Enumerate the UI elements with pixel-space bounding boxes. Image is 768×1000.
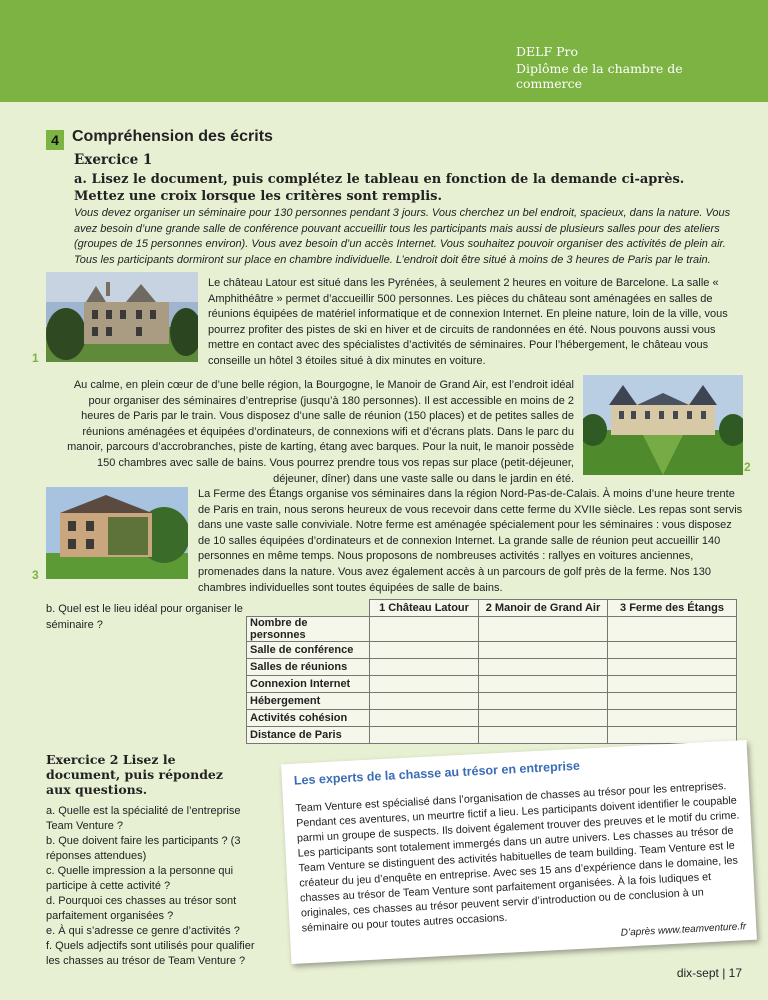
table-cell[interactable] [479, 659, 608, 676]
table-cell[interactable] [608, 659, 737, 676]
question-b: b. Quel est le lieu idéal pour organiser le séminaire ? [46, 603, 243, 631]
table-header-row [247, 600, 737, 617]
table-col-header: 1 Château Latour [370, 600, 479, 617]
exercise2-title: Exercice 2 Lisez le document, puis répondez aux questions. [46, 752, 223, 797]
text-number-1: 1 [32, 351, 39, 365]
exercise2-questions [46, 804, 266, 969]
table-row-label: Hébergement [247, 693, 370, 710]
table-cell[interactable] [479, 693, 608, 710]
exercise1-instruction: a. Lisez le document, puis complétez le tableau en fonction de la demande ci-après. Mettez une croix lorsque les critères sont remplis. [74, 172, 685, 204]
section-title: Compréhension des écrits [72, 128, 273, 145]
table-row [247, 693, 737, 710]
text-manoir-grand-air: Au calme, en plein cœur de d’une belle région, la Bourgogne, le Manoir de Grand Air, est l’endroit idéal pour organiser des séminaires d’entreprise (jusqu’à 180 personnes). Il est accessible en moins de 2 heures de Paris par le train. Vous disposez d’une salle de réunion (150 places) et de petites salles de réunions aménagées et équipées d’ordinateurs, de connexions wifi et d’écrans plats. Dans le parc du manoir, parcours d’accrobranches, piste de karting, étang avec barques. Pour la nuit, le manoir possède 150 chambres avec salle de bains. Vous pourrez prendre tous vos repas sur place (petit-déjeuner, déjeuner, dîner) dans une vaste salle ou dans le jardin en été. [67, 379, 574, 485]
table-row [247, 659, 737, 676]
exercise1-title: Exercice 1 [74, 152, 153, 168]
photo-chateau-latour [46, 272, 198, 362]
text-ferme-des-etangs: La Ferme des Étangs organise vos séminaires dans la région Nord-Pas-de-Calais. À moins d’une heure trente de Paris en train, nous serons heureux de vous recevoir dans cette ferme du XVIIe siècle. Les repas sont servis dans une vaste salle conviviale. Notre ferme est aménagée spécialement pour les séminaires : vous disposez de 10 salles équipées d’ordinateurs et de connexion Internet. La grande salle de réunion peut accueillir 140 personnes en même temps. Nous proposons de nombreuses activités : rallyes en voitures anciennes, promenades dans la nature. Vous avez également accès à un parcours de golf près de la ferme. Nos 130 chambres individuelles sont toutes équipées de salle de bains. [198, 488, 743, 594]
table-row [247, 676, 737, 693]
article-card [281, 740, 757, 964]
section-number: 4 [46, 130, 64, 150]
table-cell[interactable] [608, 710, 737, 727]
table-cell[interactable] [370, 617, 479, 642]
table-row [247, 710, 737, 727]
page-footer: dix-sept | 17 [676, 966, 742, 980]
table-cell[interactable] [479, 642, 608, 659]
header-exam-name: DELF Pro [516, 44, 579, 59]
table-col-header: 3 Ferme des Étangs [608, 600, 737, 617]
text-number-2: 2 [744, 460, 751, 474]
table-cell[interactable] [479, 617, 608, 642]
table-row-label: Connexion Internet [247, 676, 370, 693]
table-row-label: Salle de conférence [247, 642, 370, 659]
table-corner [247, 600, 370, 617]
table-cell[interactable] [370, 659, 479, 676]
table-col-header: 2 Manoir de Grand Air [479, 600, 608, 617]
question-a: a. Quelle est la spécialité de l’entreprise Team Venture ? [46, 805, 241, 832]
photo-manoir-grand-air [583, 375, 743, 475]
article-body: Team Venture est spécialisé dans l’organisation de chasses au trésor pour les entreprises. Pendant ces aventures, un meurtre fictif a lieu. Les participants doivent identifier le coupable parmi un groupe de suspects. Ils doivent également trouver des preuves et le motif du crime. Les participants sont totalement immergés dans un autre univers. Les chasses au trésor de Team Venture se distinguent des activités habituelles de team building. Team Venture est le créateur du jeu d’enquête en entreprise. Avec ses 15 ans d’expérience dans le domaine, les chasses au trésor de Team Venture sont parfaitement organisées. À la fois ludiques et originales, ces chasses au trésor peuvent servir d’introduction ou de conclusion à un séminaire ou pour toutes autres occasions. [295, 780, 740, 935]
table-row [247, 617, 737, 642]
question-d: d. Pourquoi ces chasses au trésor sont parfaitement organisées ? [46, 895, 237, 922]
table-cell[interactable] [370, 727, 479, 744]
table-row-label: Nombre de personnes [247, 617, 370, 642]
table-row-label: Distance de Paris [247, 727, 370, 744]
exercise1-context: Vous devez organiser un séminaire pour 130 personnes pendant 3 jours. Vous cherchez un bel endroit, spacieux, dans la nature. Vous avez besoin d’une grande salle de conférence pouvant accueillir tous les participants mais aussi de plusieurs salles pour des ateliers (groupes de 15 personnes environ). Vous avez besoin d’un accès Internet. Vous souhaitez pouvoir organiser des activités de plein air. Tous les participants dormiront sur place en chambre individuelle. L’endroit doit être situé à moins de 3 heures de Paris par le train. [74, 207, 731, 266]
header-exam-subtitle: Diplôme de la chambre de commerce [516, 61, 683, 91]
table-cell[interactable] [608, 693, 737, 710]
text-number-3: 3 [32, 568, 39, 582]
table-cell[interactable] [479, 676, 608, 693]
table-cell[interactable] [370, 710, 479, 727]
table-cell[interactable] [370, 642, 479, 659]
table-row [247, 642, 737, 659]
table-cell[interactable] [608, 676, 737, 693]
table-row [247, 727, 737, 744]
table-cell[interactable] [608, 642, 737, 659]
table-cell[interactable] [479, 727, 608, 744]
article-title: Les experts de la chasse au trésor en entreprise [293, 758, 581, 788]
article-source: D’après www.teamventure.fr [620, 921, 747, 939]
question-b2: b. Que doivent faire les participants ? (3 réponses attendues) [46, 835, 241, 862]
text-chateau-latour: Le château Latour est situé dans les Pyrénées, à seulement 2 heures en voiture de Barcelone. La salle « Amphithéâtre » permet d’accueillir 500 personnes. Les pièces du château sont aménagées en salles de réunions équipées de matériel informatique et de connexion Internet. En pleine nature, loin de la ville, vous pourrez profiter des pistes de ski en hiver et de circuits de randonnées en été. Nous pouvons aussi vous mettre en contact avec des spécialistes d’activités de séminaires. Pour l’hébergement, le château vous conseille un hôtel 3 étoiles situé à dix minutes en voiture. [208, 277, 728, 367]
table-cell[interactable] [370, 693, 479, 710]
question-e: e. À qui s’adresse ce genre d’activités ? [46, 925, 240, 937]
table-cell[interactable] [479, 710, 608, 727]
table-cell[interactable] [370, 676, 479, 693]
table-row-label: Activités cohésion [247, 710, 370, 727]
table-cell[interactable] [608, 617, 737, 642]
photo-ferme-des-etangs [46, 487, 188, 579]
criteria-table [246, 599, 737, 744]
question-c: c. Quelle impression a la personne qui participe à cette activité ? [46, 865, 234, 892]
question-f: f. Quels adjectifs sont utilisés pour qualifier les chasses au trésor de Team Venture ? [46, 940, 255, 967]
table-row-label: Salles de réunions [247, 659, 370, 676]
